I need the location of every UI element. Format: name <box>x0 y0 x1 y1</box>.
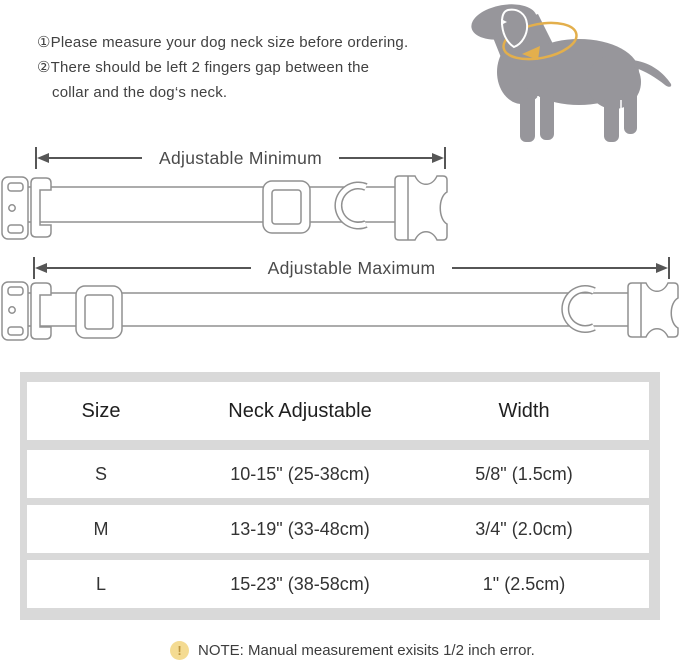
size-value: S <box>94 463 107 484</box>
tri-glide-slider <box>76 286 122 338</box>
table-row-m <box>27 505 649 553</box>
dimension-line <box>47 267 251 269</box>
table-row-s <box>27 450 649 498</box>
exclamation-icon: ! <box>170 641 189 660</box>
collar-minimum-diagram <box>0 170 455 248</box>
dog-silhouette <box>469 0 672 142</box>
table-row-l <box>27 560 649 608</box>
adjustable-maximum-label: Adjustable Maximum <box>267 257 436 278</box>
arrowhead-right-icon <box>432 153 444 163</box>
arrowhead-left-icon <box>37 153 49 163</box>
measurement-note <box>170 641 535 660</box>
dimension-line <box>339 157 432 159</box>
neck-value: 15-23" (38-58cm) <box>230 573 370 594</box>
table-header-row <box>27 382 649 440</box>
header-width: Width <box>498 399 550 422</box>
measuring-instructions <box>37 30 408 105</box>
tri-glide-slider <box>263 181 310 233</box>
size-value: M <box>93 518 109 539</box>
width-value: 1" (2.5cm) <box>482 573 566 594</box>
dimension-line <box>49 157 142 159</box>
width-value: 5/8" (1.5cm) <box>475 463 573 484</box>
dimension-line <box>452 267 656 269</box>
size-value: L <box>95 573 106 594</box>
dimension-end-bar <box>444 147 446 169</box>
header-size: Size <box>81 399 121 422</box>
instruction-line-1: ①Please measure your dog neck size before ordering. <box>37 34 409 51</box>
header-neck-adjustable: Neck Adjustable <box>228 399 372 422</box>
collar-maximum-diagram <box>0 276 679 342</box>
adjustable-minimum-dimension <box>35 147 446 169</box>
neck-value: 10-15" (25-38cm) <box>230 463 370 484</box>
side-release-buckle <box>628 283 678 337</box>
arrowhead-left-icon <box>35 263 47 273</box>
width-value: 3/4" (2.0cm) <box>475 518 573 539</box>
arrowhead-right-icon <box>656 263 668 273</box>
neck-value: 13-19" (33-48cm) <box>230 518 370 539</box>
side-release-buckle <box>395 176 447 240</box>
instruction-line-3: collar and the dog‘s neck. <box>52 84 228 101</box>
adjustable-minimum-label: Adjustable Minimum <box>159 147 322 168</box>
size-chart-table <box>20 372 660 620</box>
dog-with-collar-illustration <box>464 0 676 156</box>
instruction-line-2: ②There should be left 2 fingers gap between the <box>37 59 370 76</box>
note-text: NOTE: Manual measurement exisits 1/2 inch error. <box>198 642 535 659</box>
